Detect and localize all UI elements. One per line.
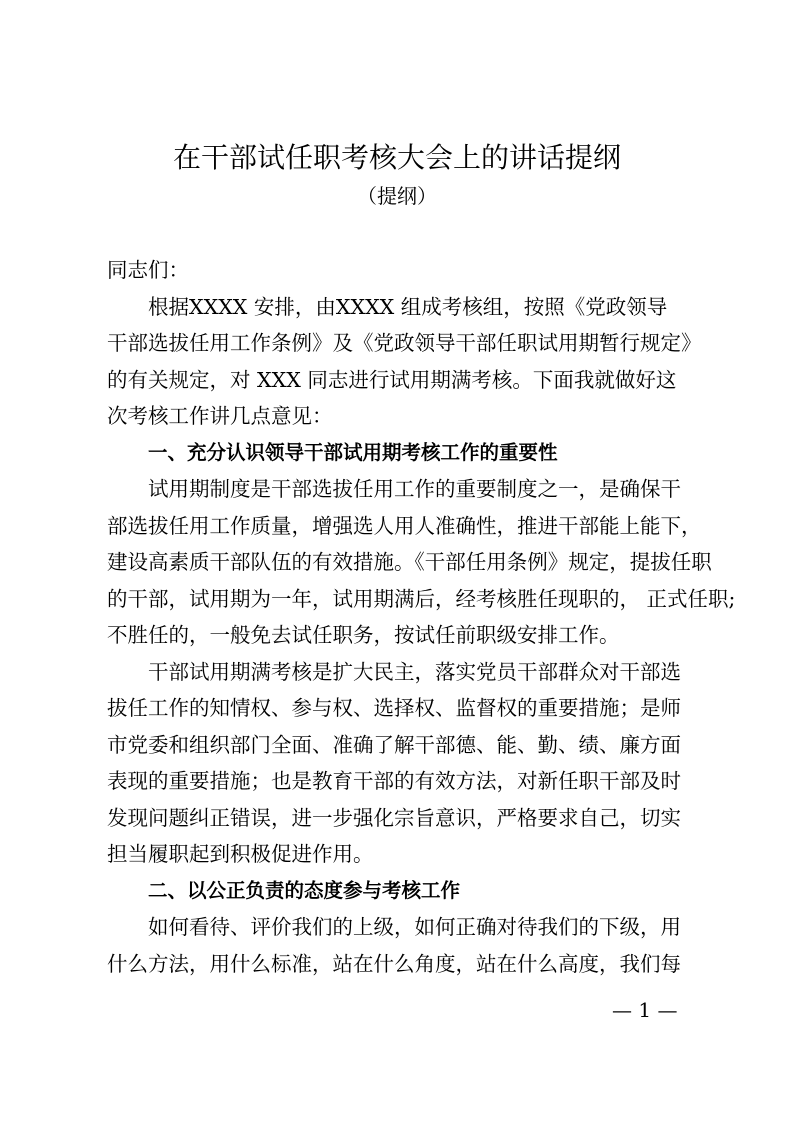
paragraph-line: 的有关规定，对 XXX 同志进行试用期满考核。下面我就做好这 xyxy=(107,367,677,392)
paragraph-line: 的干部，试用期为一年，试用期满后，经考核胜任现职的， 正式任职; xyxy=(107,586,736,611)
paragraph-line: 什么方法，用什么标准，站在什么角度，站在什么高度，我们每 xyxy=(107,951,681,976)
document-title: 在干部试任职考核大会上的讲话提纲 xyxy=(172,141,621,174)
salutation: 同志们： xyxy=(107,258,189,282)
paragraph-line: 表现的重要措施；也是教育干部的有效方法，对新任职干部及时 xyxy=(107,769,681,793)
paragraph-line: 如何看待、评价我们的上级，如何正确对待我们的下级，用 xyxy=(148,915,681,939)
paragraph-line: 部选拔任用工作质量，增强选人用人准确性，推进干部能上能下， xyxy=(107,513,702,538)
paragraph-line: 建设高素质干部队伍的有效措施。《干部任用条例》规定，提拔任职 xyxy=(107,550,712,574)
section-heading-2: 二、以公正负责的态度参与考核工作 xyxy=(148,878,461,902)
paragraph-line: 干部试用期满考核是扩大民主，落实党员干部群众对干部选 xyxy=(148,659,681,684)
paragraph-line: 市党委和组织部门全面、准确了解干部德、能、勤、绩、廉方面 xyxy=(107,732,681,757)
paragraph-line: 不胜任的，一般免去试任职务，按试任前职级安排工作。 xyxy=(107,623,620,647)
document-body xyxy=(107,252,736,982)
paragraph-line: 次考核工作讲几点意见： xyxy=(107,404,333,428)
paragraph-line: 发现问题纠正错误，进一步强化宗旨意识，严格要求自己，切实 xyxy=(107,805,681,830)
document-subtitle: （提纲） xyxy=(357,184,437,208)
page-number: — 1 — xyxy=(612,998,678,1022)
paragraph-line: 试用期制度是干部选拔任用工作的重要制度之一，是确保干 xyxy=(148,477,681,501)
paragraph-line: 担当履职起到积极促进作用。 xyxy=(107,842,374,866)
paragraph-line: 根据XXXX 安排，由XXXX 组成考核组，按照《党政领导 xyxy=(148,294,668,319)
section-heading-1: 一、充分认识领导干部试用期考核工作的重要性 xyxy=(148,440,558,464)
paragraph-line: 拔任工作的知情权、参与权、选择权、监督权的重要措施；是师 xyxy=(107,696,681,720)
paragraph-line: 干部选拔任用工作条例》及《党政领导干部任职试用期暂行规定》 xyxy=(107,331,702,355)
